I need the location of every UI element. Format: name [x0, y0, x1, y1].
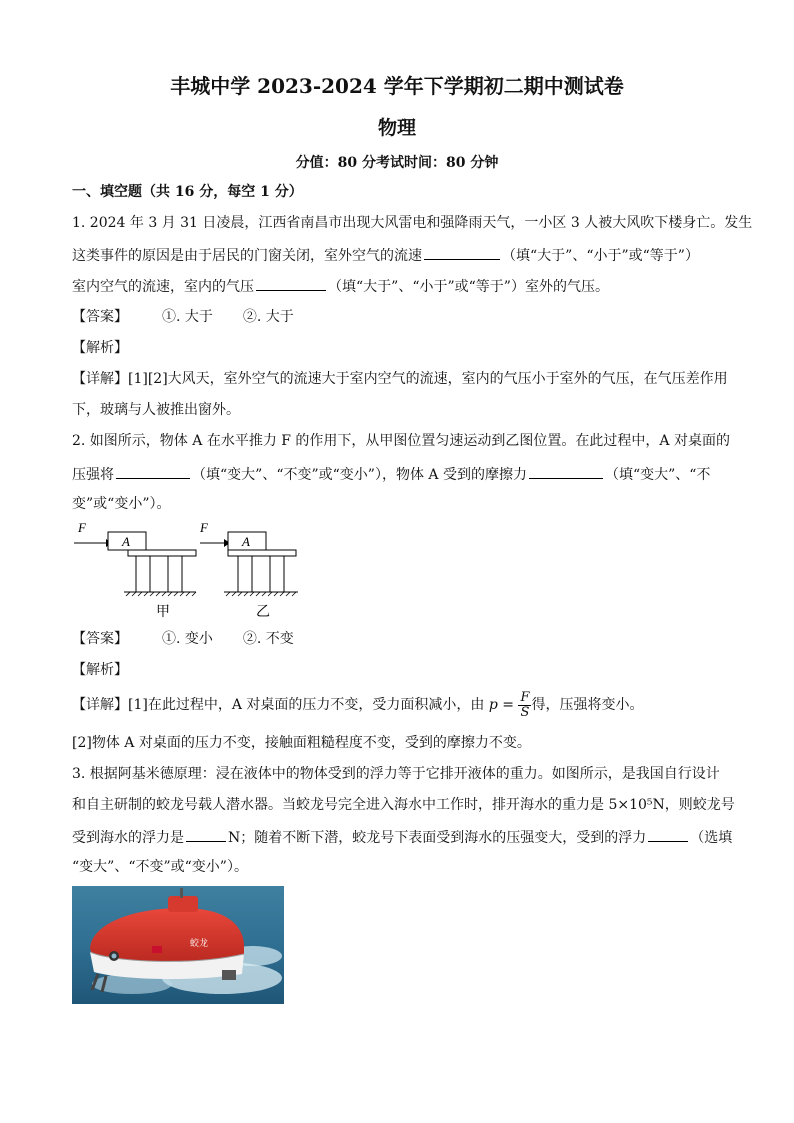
- q2-text-2b: （填“变大”、“不变”或“变小”），物体 A 受到的摩擦力: [192, 467, 527, 483]
- q3-blank-2[interactable]: [648, 827, 688, 842]
- q2-answer-2: ②. 不变: [242, 631, 294, 647]
- q2-answer-1: ①. 变小: [162, 631, 213, 647]
- q1-blank-2[interactable]: [256, 276, 326, 291]
- q3-line-3: [72, 827, 734, 847]
- answer-tag: 【答案】: [72, 309, 128, 325]
- section-heading: 一、填空题（共 16 分，每空 1 分）: [72, 184, 303, 200]
- label-jia: 甲: [156, 604, 170, 620]
- q3-blank-1[interactable]: [186, 827, 226, 842]
- q3-text-3a: 受到海水的浮力是: [72, 830, 184, 846]
- formula-fraction: [518, 691, 531, 720]
- q2-answer: [72, 630, 734, 648]
- q1-detail-2: 下，玻璃与人被推出窗外。: [72, 402, 240, 418]
- q2-detail-1a: 【详解】[1]在此过程中，A 对桌面的压力不变，受力面积减小，由: [72, 697, 485, 713]
- exam-meta: 分值：80 分考试时间：80 分钟: [295, 155, 499, 171]
- q1-answer-2: ②. 大于: [242, 309, 294, 325]
- figure-yi: [199, 520, 298, 620]
- table-top-left: [128, 550, 196, 556]
- q2-line-2: [72, 464, 734, 484]
- q3-text-3c: （选填: [690, 830, 733, 846]
- q1-text-2b: （填“大于”、“小于”或“等于”）: [502, 248, 699, 264]
- exam-title: 丰城中学 2023-2024 学年下学期初二期中测试卷: [170, 74, 624, 98]
- q3-line-1: 3. 根据阿基米德原理：浸在液体中的物体受到的浮力等于它排开液体的重力。如图所示，是我国自行设计: [72, 766, 720, 782]
- q1-detail-1: 【详解】[1][2]大风天，室外空气的流速大于室内空气的流速，室内的气压小于室外的气压，在气压差作用: [72, 371, 728, 387]
- subject-title: 物理: [377, 117, 416, 139]
- q1-text-3b: （填“大于”、“小于”或“等于”）室外的气压。: [328, 279, 609, 295]
- q1-text-3a: 室内空气的流速，室内的气压: [72, 279, 254, 295]
- answer-tag: 【答案】: [72, 631, 128, 647]
- formula-lhs: p =: [488, 697, 514, 713]
- q2-line-1: 2. 如图所示，物体 A 在水平推力 F 的作用下，从甲图位置匀速运动到乙图位置。在此过程中，A 对桌面的: [72, 433, 730, 449]
- q2-line-3: 变”或“变小”）。: [72, 496, 171, 512]
- q1-answer: [72, 308, 734, 326]
- force-label-right: F: [200, 520, 208, 535]
- block-label-left: A: [122, 534, 130, 549]
- q1-line-3: [72, 276, 734, 296]
- q1-analysis-tag: 【解析】: [72, 340, 128, 356]
- q1-line-1: 1. 2024 年 3 月 31 日凌晨，江西省南昌市出现大风雷电和强降雨天气，一小区 3 人被大风吹下楼身亡。发生: [72, 215, 753, 231]
- q1-blank-1[interactable]: [424, 245, 500, 260]
- submersible-photo: [72, 886, 284, 1004]
- q2-analysis-tag: 【解析】: [72, 662, 128, 678]
- q2-detail-1b: 得，压强将变小。: [531, 697, 644, 713]
- q2-blank-1[interactable]: [116, 464, 190, 479]
- hull-lettering: 蛟龙: [190, 939, 209, 949]
- q2-figure: [72, 518, 312, 622]
- q1-answer-1: ①. 大于: [162, 309, 213, 325]
- q2-text-2c: （填“变大”、“不: [604, 467, 711, 483]
- q3-line-4: “变大”、“不变”或“变小”）。: [72, 859, 248, 875]
- q1-line-2: [72, 245, 734, 265]
- formula-numerator: F: [520, 689, 530, 705]
- block-label-right: A: [242, 534, 250, 549]
- q3-line-2: 和自主研制的蛟龙号载人潜水器。当蛟龙号完全进入海水中工作时，排开海水的重力是 5×10⁵N，则蛟龙号: [72, 797, 735, 813]
- force-label-left: F: [78, 520, 86, 535]
- q2-detail-2: [2]物体 A 对桌面的压力不变，接触面粗糙程度不变，受到的摩擦力不变。: [72, 735, 531, 751]
- label-yi: 乙: [256, 604, 270, 620]
- figure-jia: [74, 520, 196, 620]
- q1-text-2a: 这类事件的原因是由于居民的门窗关闭，室外空气的流速: [72, 248, 422, 264]
- q2-blank-2[interactable]: [529, 464, 603, 479]
- table-top-right: [228, 550, 296, 556]
- formula-denominator: S: [520, 704, 530, 720]
- q3-text-3b: N；随着不断下潜，蛟龙号下表面受到海水的压强变大，受到的浮力: [228, 830, 647, 846]
- q2-detail-1: [72, 690, 734, 720]
- q2-text-2a: 压强将: [72, 467, 114, 483]
